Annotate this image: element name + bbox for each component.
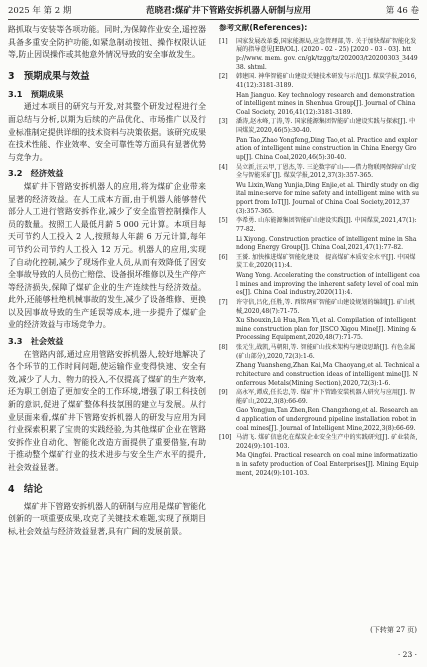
- reference-number: [8]: [219, 343, 228, 351]
- reference-text: Xu Shouxin,Lü Hua,Ren Yi,et al. Compilation of intelligent mine construction plan for JISCO Xigou Mine[J]. Mining & Processing Equipment,2020,48(7):71-75.: [236, 317, 417, 342]
- reference-item: [219, 389, 420, 406]
- reference-item: [219, 73, 420, 90]
- reference-item: [219, 164, 420, 181]
- reference-number: [219, 236, 236, 253]
- references-column: [219, 24, 420, 639]
- reference-number: [3]: [219, 118, 228, 126]
- reference-text: Li Xiyong. Construction practice of intelligent mine in Shandong Energy Group[J]. China Coal,2021,47(1):77-82.: [236, 235, 417, 252]
- volume-label: 第 46 卷: [385, 5, 419, 16]
- reference-text: 马清飞. 煤矿信息化在煤炭企业安全生产中的实践研究[J]. 矿业装备,2024(9):101-103.: [236, 434, 418, 450]
- reference-text: 李希勇. 山东能源集团智能矿山建设实践[J]. 中国煤炭,2021,47(1):77-82.: [236, 217, 417, 234]
- reference-item: [219, 317, 420, 343]
- page-number: · 23 ·: [397, 650, 417, 659]
- reference-item: [219, 344, 420, 361]
- reference-number: [10]: [219, 434, 232, 442]
- section-3-2-heading: 3.2 经济效益: [8, 168, 64, 179]
- reference-number: [219, 272, 236, 298]
- reference-number: [7]: [219, 298, 228, 306]
- issue-label: 2025 年 第 2 期: [8, 5, 72, 16]
- reference-number: [219, 452, 236, 478]
- reference-item: [219, 217, 420, 234]
- reference-number: [5]: [219, 217, 228, 225]
- reference-text: 王赟. 加快推进煤矿智能化建设 提高煤矿本质安全水平[J]. 中国煤炭工业,2020(11):4.: [236, 253, 416, 270]
- continued-note: (下转第 27 页): [370, 626, 417, 634]
- reference-number: [2]: [219, 73, 228, 81]
- section-3-1-paragraph: 通过本项目的研究与开发,对其整个研发过程进行全面总结与分析,以期为后续的产品优化、市场推广以及行业标准制定提供详细的技术资料与决策依据。该研究成果在技术性能、作业效率、安全可靠性等方面具有显著优势与竞争力。: [8, 102, 206, 162]
- reference-number: [6]: [219, 253, 228, 261]
- reference-item: [219, 452, 420, 478]
- left-column: [8, 24, 206, 624]
- page-header: [8, 0, 419, 20]
- reference-number: [219, 92, 236, 118]
- reference-text: 韩建国. 神华智能矿山建设关键技术研发与示范[J]. 煤炭学报,2016,41(12):3181-3189.: [236, 73, 417, 90]
- reference-number: [219, 317, 236, 343]
- reference-item: [219, 407, 420, 433]
- reference-number: [219, 137, 236, 163]
- reference-text: Ma Qingfei. Practical research on coal mine informatization in safety production of Coal Enterprises[J]. Mining Equipment, 2024(9):101-103.: [236, 452, 419, 477]
- reference-item: [219, 182, 420, 217]
- reference-item: [219, 434, 420, 451]
- reference-text: Pan Tao,Zhao Yongfeng,Ding Tao,et al. Practice and exploration of intelligent mine construction in China Energy Group[J]. China Coal,2020,46(5):30-40.: [236, 136, 418, 162]
- reference-number: [219, 182, 236, 217]
- intro-paragraph: 路抓取与安装等各项功能。同时,为保障作业安全,遥控器具备多重安全防护功能,如紧急制动按钮、操作权限认证等,防止因误操作或其他意外情况导致的安全事故发生。: [8, 25, 206, 60]
- section-4-paragraph: 煤矿井下管路安拆机器人的研制与应用是煤矿智能化创新的一项重要成果,攻克了关键技术难题,实现了预期目标,社会效益与经济效益显著,具有广阔的发展前景。: [8, 501, 206, 536]
- reference-text: 潘涛,赵永峰,丁涛,等. 国家能源集团智能矿山建设实践与探索[J]. 中国煤炭,2020,46(5):30-40.: [236, 118, 416, 135]
- reference-item: [219, 272, 420, 298]
- section-3-1-heading: 3.1 预期成果: [8, 88, 64, 99]
- reference-item: [219, 92, 420, 118]
- section-3-3-heading: 3.3 社会效益: [8, 336, 64, 347]
- reference-item: [219, 254, 420, 271]
- reference-text: 许守信,吕化,任胜,等. 西铭两矿智能矿山建设规划的编制[J]. 矿山机械,2020,48(7):71-75.: [236, 298, 416, 315]
- reference-text: Zhang Yuansheng,Zhan Kai,Ma Chaoyang,et al. Technical architecture and construction ideas of intelligent mine[J]. Nonferrous Metals(Mining Section),2020,72(3):1-6.: [236, 362, 420, 387]
- reference-text: Gao Yongjun,Tan Zhen,Ren Changzhong,et al. Research and application of underground pipeline installation robot in coal mines[J]. Journal of Intelligent Mine,2022,3(8):66-69.: [236, 407, 418, 432]
- reference-list: [219, 38, 420, 479]
- reference-item: [219, 118, 420, 135]
- reference-item: [219, 137, 420, 163]
- section-3-heading: 3 预期成果与效益: [8, 70, 90, 82]
- reference-text: Wu Lixin,Wang Yunjia,Ding Enjie,et al. Thirdly study on digital mine:serve for mine safety and intelligent mine with support from IoT[J]. Journal of China Coal Society,2012,37(3):357-365.: [236, 181, 419, 215]
- reference-number: [219, 362, 236, 388]
- references-heading: 参考文献(References):: [219, 24, 308, 32]
- reference-text: Wang Yong. Accelerating the construction of intelligent coal mines and improving the inherent safety level of coal mines[J]. China Coal industry,2020(11):4.: [236, 271, 420, 297]
- reference-item: [219, 299, 420, 316]
- reference-item: [219, 38, 420, 73]
- reference-number: [4]: [219, 163, 228, 171]
- reference-text: 吴立新,汪云甲,丁恩杰,等. 三论数字矿山——借力物联网保障矿山安全与智能采矿[J]. 煤炭学报,2012,37(3):357-365.: [236, 163, 417, 180]
- reference-text: Han Jianguo. Key technology research and demonstration of intelligent mines in Shenhua Group[J]. Journal of China Coal Society, 2016,41(12):3181-3189.: [236, 91, 416, 116]
- reference-number: [9]: [219, 389, 228, 397]
- reference-number: [1]: [219, 37, 228, 45]
- reference-text: 高永军,谭成,任长忠,等. 煤矿井下管路安装机器人研究与应用[J]. 智能矿山,2022,3(8):66-69.: [236, 389, 416, 405]
- section-4-heading: 4 结论: [8, 483, 43, 495]
- article-header-title: 范晓君:煤矿井下管路安拆机器人研制与应用: [146, 5, 312, 16]
- section-3-3-paragraph: 在管路内部,通过应用管路安拆机器人,较好地解决了各个环节的工作时间问题,使运输作业变得快速、安全有效,减少了人力、物力的投入,不仅提高了煤矿的生产效率,还为职工创造了更加安全的工作环境,增强了职工科技创新的意识,促进了煤矿整体科技氛围的建立与发展。从行业层面来看,煤矿井下管路安拆机器人的研发与应用为同行业探索积累了宝贵的实践经验,为其他煤矿企业在管路安拆作业自动化、智能化改造方面提供了重要借鉴,有助于推动整个煤矿行业的技术进步与安全生产水平的提升,社会效益显著。: [8, 349, 206, 472]
- section-3-2-paragraph: 煤矿井下管路安拆机器人的应用,将为煤矿企业带来显著的经济效益。在人工成本方面,由于机器人能够替代部分人工进行管路安拆作业,减少了安全监管控制操作人员的数量。按照工人最低月薪 5 000 元计算。本项目每天可节约人工投入 2 人,按照每人年薪 6 万元计算,每年可节约公司节约人工投入 12 万元。机器人的应用,实现了自动化控制,减少了现场作业人员,从而有效降低了因安全事故导致的人员伤亡赔偿、设备损坏维修以及生产停产等经济损失,保障了煤矿企业的生产连续性与经济效益。此外,还能够杜绝机械事故的发生,减少了设备维修、更换以及因事故导致的生产延误等成本,进一步提升了煤矿企业的经济效益与市场竞争力。: [8, 181, 206, 330]
- reference-item: [219, 236, 420, 253]
- reference-number: [219, 407, 236, 433]
- reference-text: 国家发展改革委,国家能源局,应急管理部,等. 关于加快煤矿智能化发展的指导意见[EB/OL]. (2020 - 02 - 25) [2020 - 03 - 03]. http://www. mem. gov. cn/gk/tzgg/tz/202003/t20200303_344938. shtml.: [236, 37, 418, 71]
- reference-text: 张元生,战凯,马朝阳,等. 智能矿山技术架构与建设思路[J]. 有色金属(矿山部分),2020,72(3):1-6.: [236, 343, 416, 360]
- reference-item: [219, 362, 420, 388]
